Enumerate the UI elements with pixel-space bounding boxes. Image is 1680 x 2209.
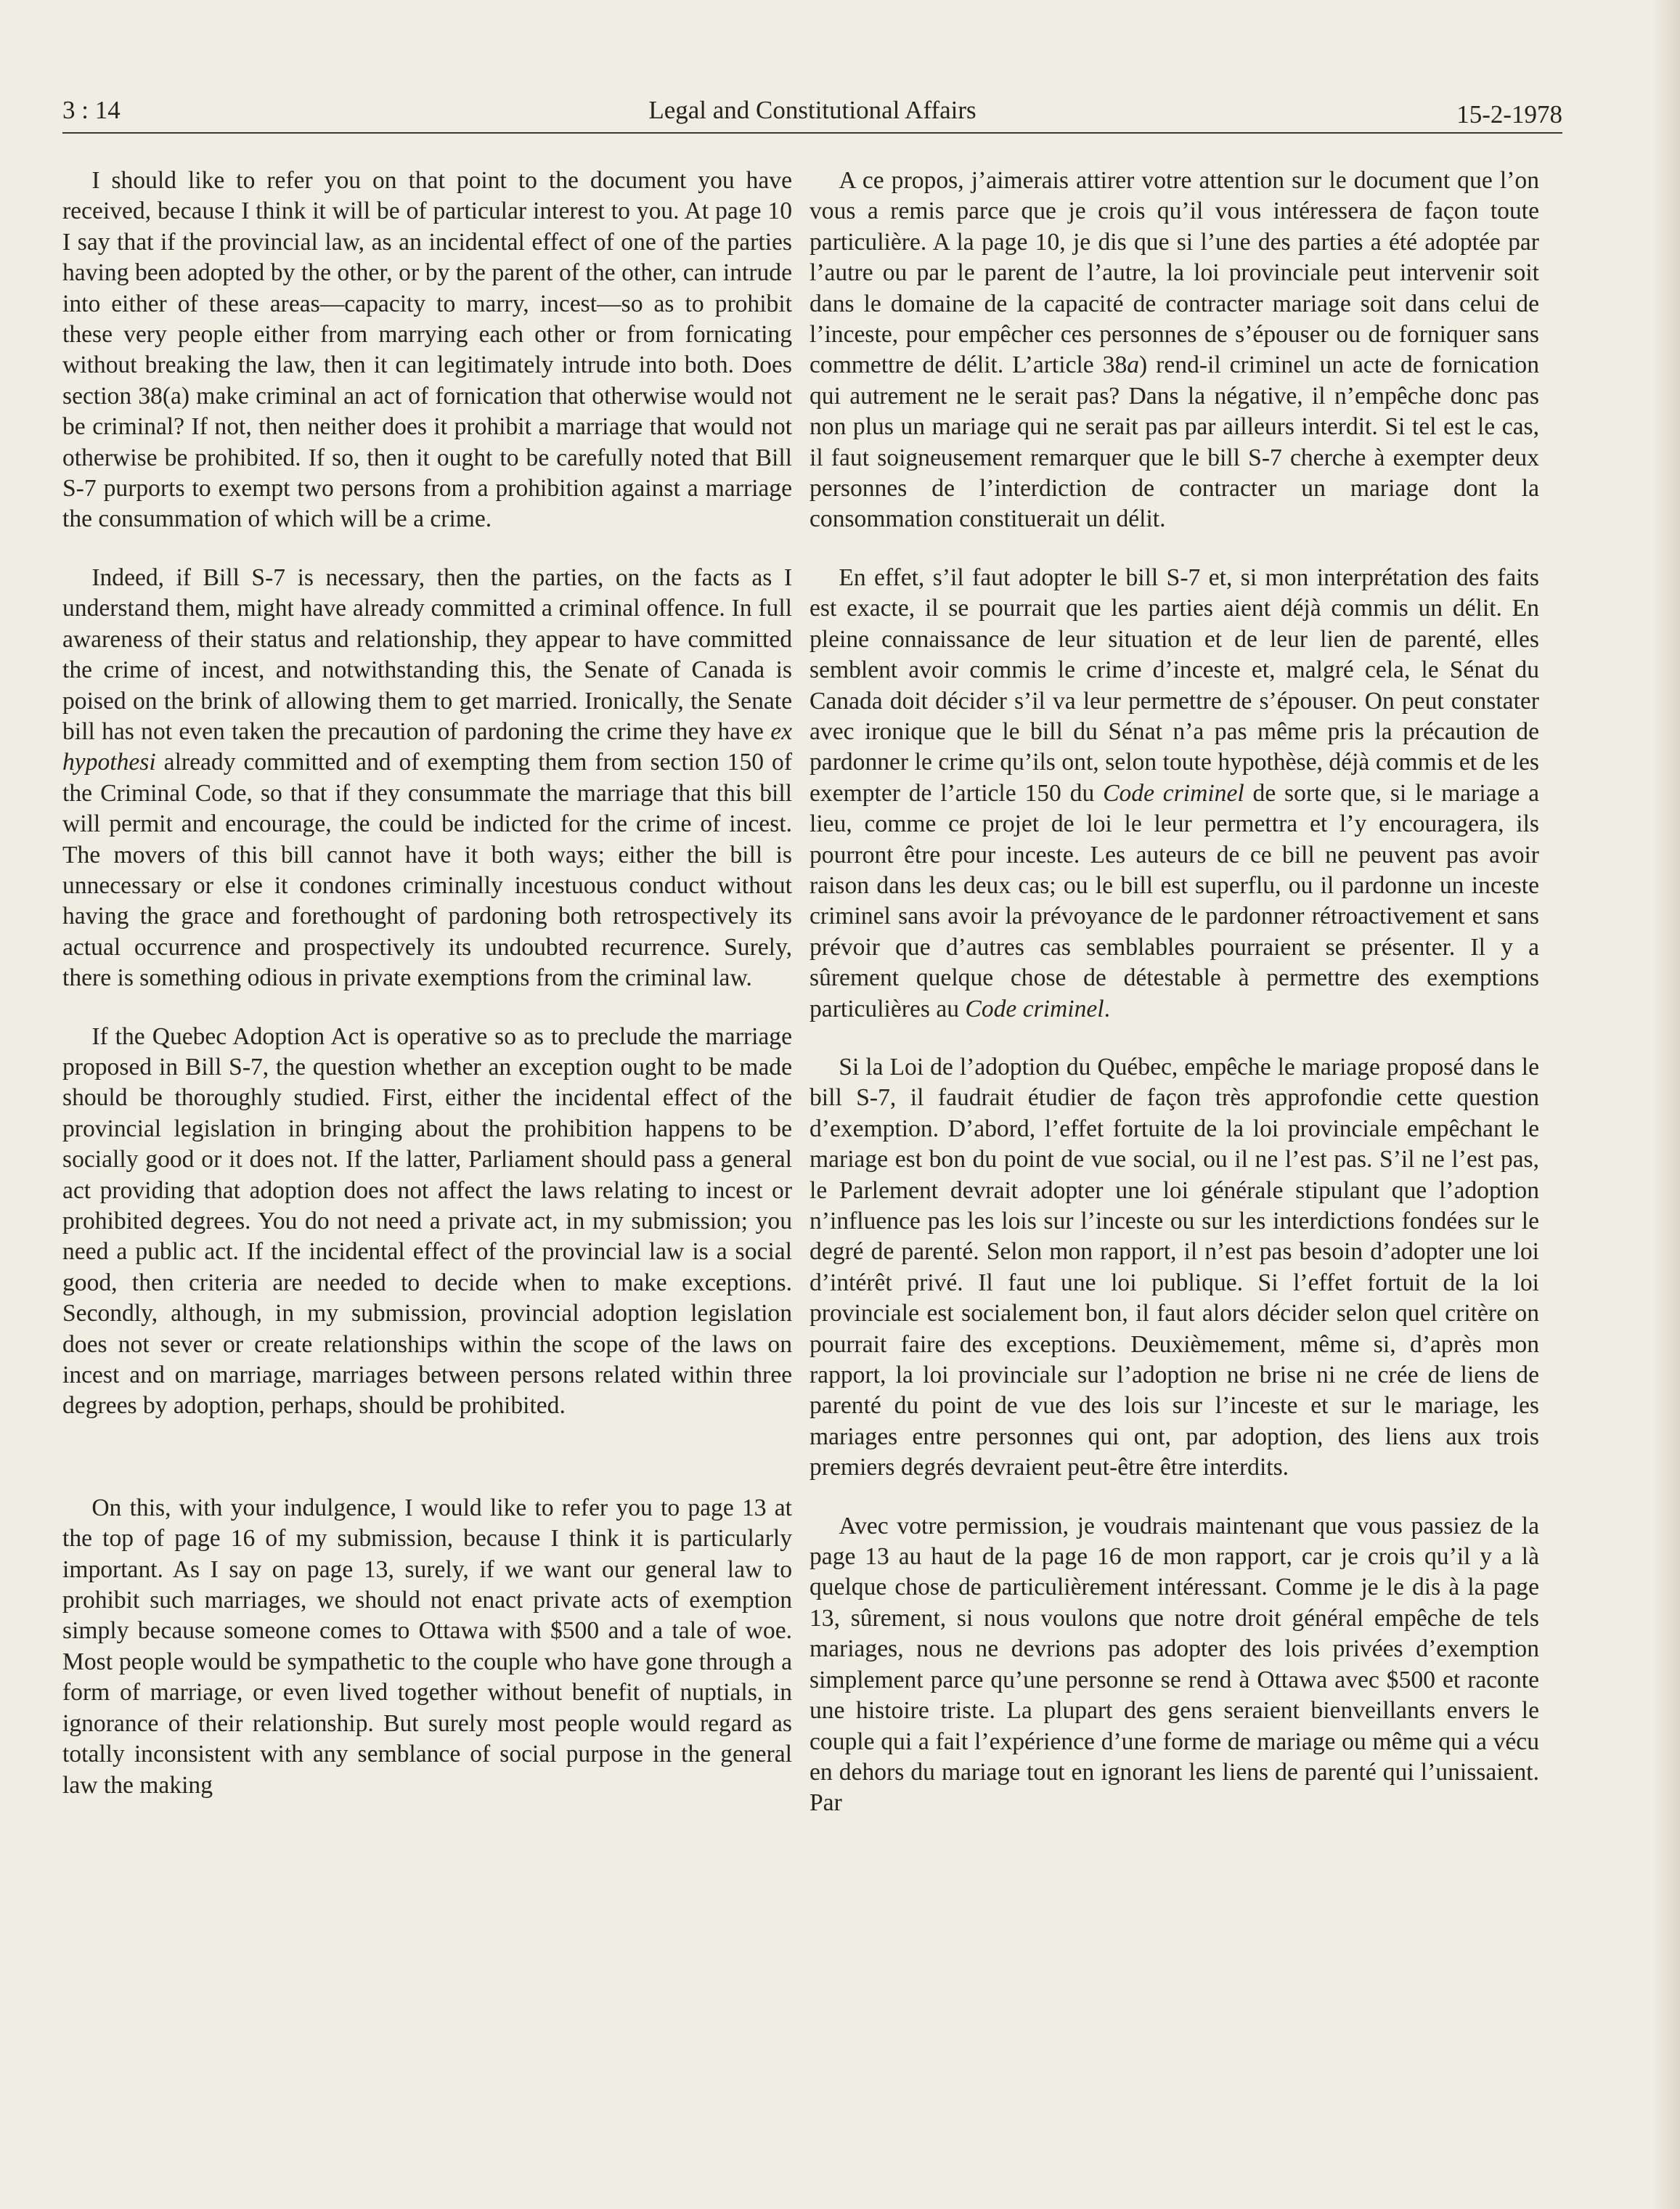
english-column xyxy=(62,166,792,1801)
english-paragraph-2-italic: ex hypothesi xyxy=(62,717,792,776)
french-paragraph-2-text-b: de sorte que, si le mariage a lieu, comme ce projet de loi le leur permettra et l’y encouragera, ils pourront être pour inceste. Les auteurs de ce bill ne peuvent pas avoir raison dans les deux cas; ou le bill est superflu, ou il pardonne un inceste criminel sans avoir la prévoyance de le pardonner rétroactivement et sans prévoir que d’autres cas semblables pourraient se présenter. Il y a sûrement quelque chose de détestable à permettre des exemptions particulières au xyxy=(810,779,1539,1022)
running-header xyxy=(62,96,1562,131)
english-paragraph-2-text-b: already committed and of exempting them from section 150 of the Criminal Code, so that if they consummate the marriage that this bill will permit and encourage, the could be indicted for the crime of incest. The movers of this bill cannot have it both ways; either the bill is unnecessary or else it condones criminally incestuous conduct without having the grace and forethought of pardoning both retrospectively its actual occurrence and prospectively its undoubted recurrence. Surely, there is something odious in private exemptions from the criminal law. xyxy=(62,749,792,992)
french-paragraph-3: Si la Loi de l’adoption du Québec, empêche le mariage proposé dans le bill S-7, il faudrait étudier de façon très approfondie cette question d’exemption. D’abord, l’effet fortuite de la loi provinciale empêchant le mariage est bon du point de vue social, ou il ne l’est pas. S’il ne l’est pas, le Parlement devrait adopter une loi générale stipulant que l’adoption n’influence pas les lois sur l’inceste ou sur les interdictions fondées sur le degré de parenté. Selon mon rapport, il n’est pas besoin d’adopter une loi d’intérêt privé. Il faut une loi publique. Si l’effet fortuit de la loi provinciale est socialement bon, il faut alors décider selon quel critère on pourrait faire des exceptions. Deuxièmement, même si, d’après mon rapport, la loi provinciale sur l’adoption ne brise ni ne crée de liens de parenté du point de vue des lois sur l’inceste et sur le mariage, les mariages entre personnes qui ont, par adoption, des liens aux trois premiers degrés devraient peut-être être interdits. xyxy=(810,1053,1539,1481)
french-paragraph-2-text-a: En effet, s’il faut adopter le bill S-7 et, si mon interprétation des faits est exacte, il se pourrait que les parties aient déjà commis un délit. En pleine connaissance de leur situation et de leur lien de parenté, elles semblent avoir commis le crime d’inceste et, malgré cela, le Sénat du Canada doit décider s’il va leur permettre de s’épouser. On peut constater avec ironique que le bill du Sénat n’a pas même pris la précaution de pardonner le crime qu’ils ont, selon toute hypothèse, déjà commis et de les exempter de l’article 150 du xyxy=(810,564,1539,807)
header-rule xyxy=(62,132,1562,134)
header-date: 15-2-1978 xyxy=(1456,100,1562,129)
french-paragraph-2-text-c: . xyxy=(1104,995,1111,1022)
french-paragraph-4: Avec votre permission, je voudrais maintenant que vous passiez de la page 13 au haut de la page 16 de mon rapport, car je crois qu’il y a là quelque chose de particulièrement intéressant. Comme je le dis à la page 13, sûrement, si nous voulons que notre droit général empêche de tels mariages, nous ne devrions pas adopter des lois privées d’exemption simplement parce qu’une personne se rend à Ottawa avec $500 et raconte une histoire triste. La plupart des gens seraient bienveillants envers le couple qui a fait l’expérience d’une forme de mariage ou même qui a vécu en dehors du mariage tout en ignorant les liens de parenté qui l’unissaient. Par xyxy=(810,1512,1539,1817)
french-paragraph-1 xyxy=(810,166,1539,535)
french-column xyxy=(810,166,1539,1819)
french-paragraph-2 xyxy=(810,563,1539,1025)
french-paragraph-1-text-b: ) rend-il criminel un acte de fornication qui autrement ne le serait pas? Dans la négative, il n’empêche donc pas non plus un mariage qui ne serait pas par ailleurs interdit. Si tel est le cas, il faut soigneusement remarquer que le bill S-7 cherche à exempter deux personnes de l’interdiction de contracter un mariage dont la consommation constituerait un délit. xyxy=(810,351,1539,533)
french-paragraph-2-italic-2: Code criminel xyxy=(965,995,1104,1022)
page-number: 3 : 14 xyxy=(62,96,121,124)
french-paragraph-2-italic-1: Code criminel xyxy=(1103,779,1244,807)
page-edge-shadow xyxy=(1652,0,1680,2209)
french-paragraph-1-italic: a xyxy=(1127,351,1140,379)
english-paragraph-2 xyxy=(62,563,792,994)
french-paragraph-1-text-a: A ce propos, j’aimerais attirer votre attention sur le document que l’on vous a remis parce que je crois qu’il vous intéressera de façon toute particulière. A la page 10, je dis que si l’une des parties a été adoptée par l’autre ou par le parent de l’autre, la loi provinciale peut intervenir soit dans le domaine de la capacité de contracter mariage soit dans celui de l’inceste, pour empêcher ces personnes de s’épouser ou de forniquer sans commettre de délit. L’article 38 xyxy=(810,167,1539,379)
english-paragraph-1: I should like to refer you on that point to the document you have received, because I think it will be of particular interest to you. At page 10 I say that if the provincial law, as an incidental effect of one of the parties having been adopted by the other, or by the parent of the other, can intrude into either of these areas—capacity to marry, incest—so as to prohibit these very people either from marrying each other or from fornicating without breaking the law, then it can legitimately intrude into both. Does section 38(a) make criminal an act of fornication that otherwise would not be criminal? If not, then neither does it prohibit a marriage that would not otherwise be prohibited. If so, then it ought to be carefully noted that Bill S-7 purports to exempt two persons from a prohibition against a marriage the consummation of which will be a crime. xyxy=(62,167,792,533)
english-paragraph-2-text-a: Indeed, if Bill S-7 is necessary, then the parties, on the facts as I understand them, might have already committed a criminal offence. In full awareness of their status and relationship, they appear to have committed the crime of incest, and notwithstanding this, the Senate of Canada is poised on the brink of allowing them to get married. Ironically, the Senate bill has not even taken the precaution of pardoning the crime they have xyxy=(62,564,792,745)
english-paragraph-3: If the Quebec Adoption Act is operative so as to preclude the marriage proposed in Bill S-7, the question whether an exception ought to be made should be thoroughly studied. First, either the incidental effect of the provincial legislation in bringing about the prohibition happens to be socially good or it does not. If the latter, Parliament should pass a general act providing that adoption does not affect the laws relating to incest or prohibited degrees. You do not need a private act, in my submission; you need a public act. If the incidental effect of the provincial law is a social good, then criteria are needed to decide when to make exceptions. Secondly, although, in my submission, provincial adoption legislation does not sever or create relationships within the scope of the laws on incest and on marriage, marriages between persons related within three degrees by adoption, perhaps, should be prohibited. xyxy=(62,1022,792,1420)
english-paragraph-4: On this, with your indulgence, I would like to refer you to page 13 at the top of page 16 of my submission, because I think it is particularly important. As I say on page 13, surely, if we want our general law to prohibit such marriages, we should not enact private acts of exemption simply because someone comes to Ottawa with $500 and a tale of woe. Most people would be sympathetic to the couple who have gone through a form of marriage, or even lived together without benefit of nuptials, in ignorance of their relationship. But surely most people would regard as totally inconsistent with any semblance of social purpose in the general law the making xyxy=(62,1494,792,1799)
page-title: Legal and Constitutional Affairs xyxy=(648,96,976,124)
